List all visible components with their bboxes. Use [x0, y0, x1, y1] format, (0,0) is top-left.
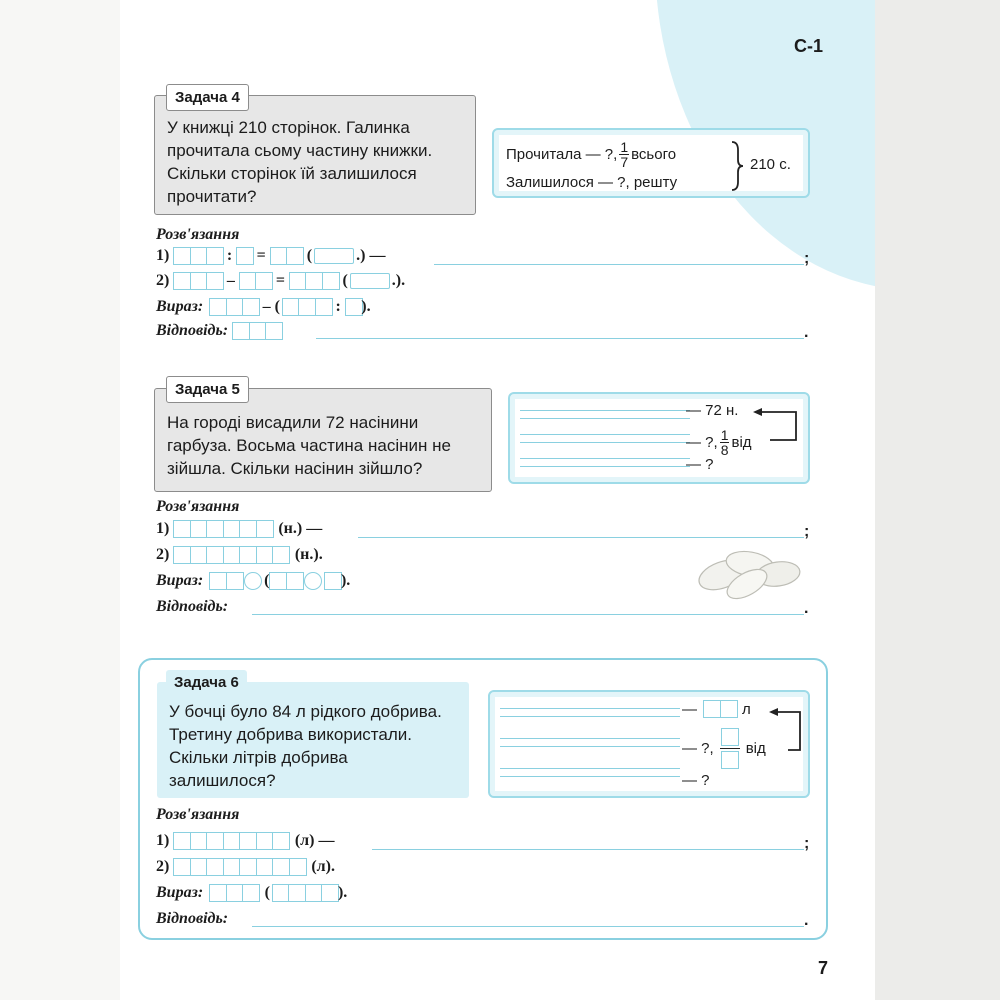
- task4-expression: [156, 298, 371, 316]
- answer-line[interactable]: [316, 338, 804, 339]
- answer-cells[interactable]: [232, 322, 282, 340]
- unit-fill-box[interactable]: [314, 248, 354, 264]
- task6-condition-box: [488, 690, 810, 798]
- paren: ).: [340, 572, 351, 589]
- row-number: 1): [156, 520, 170, 537]
- page-number: 7: [818, 958, 829, 978]
- task5-condition-box: [508, 392, 810, 484]
- period: .: [804, 324, 809, 341]
- answer-label: Відповідь:: [156, 322, 229, 339]
- paren: ).: [361, 298, 371, 315]
- cond-text: від: [731, 434, 752, 451]
- fraction-denominator: 7: [620, 154, 629, 170]
- answer-cells[interactable]: [173, 832, 289, 850]
- semicolon: ;: [804, 835, 810, 852]
- answer-line[interactable]: [434, 264, 804, 265]
- answer-line[interactable]: [358, 537, 804, 538]
- task4-solution-heading: Розв'язання: [156, 226, 240, 243]
- task4-label: Задача 4: [166, 84, 249, 111]
- answer-cells[interactable]: [209, 884, 259, 902]
- condition-line[interactable]: [520, 466, 690, 467]
- task6-text: У бочці було 84 л рідкого добрива. Третину добрива використали. Скільки літрів добрива залишилося?: [169, 702, 442, 790]
- condition-line[interactable]: [520, 458, 690, 459]
- operator-sign: =: [275, 272, 285, 289]
- task5-answer: [156, 598, 228, 616]
- row-number: 2): [156, 858, 170, 875]
- fraction-denominator: 8: [720, 442, 729, 458]
- cond-text: —: [682, 700, 697, 718]
- semicolon: ;: [804, 250, 810, 267]
- period: .: [804, 600, 809, 617]
- operator-sign: =: [256, 247, 266, 264]
- unit-label: (л) —: [294, 832, 335, 849]
- task6-row2: [156, 858, 335, 876]
- unit-label: (л).: [311, 858, 335, 875]
- condition-line[interactable]: [500, 768, 680, 769]
- task4-text-box: [154, 95, 476, 215]
- task4-cond-read: Прочитала — ?,: [506, 146, 618, 163]
- paren: (: [274, 298, 280, 315]
- answer-cells[interactable]: [345, 298, 362, 316]
- task6-label: Задача 6: [166, 670, 247, 695]
- arrow-connector-icon: [750, 406, 802, 446]
- paren: .) —: [356, 247, 386, 264]
- task5-row2: [156, 546, 323, 564]
- answer-cells[interactable]: [173, 858, 305, 876]
- task4-text: У книжці 210 сторінок. Галинка прочитала сьому частину книжки. Скільки сторінок їй залишилося прочитати?: [167, 118, 433, 206]
- task5-cond-line2: [686, 428, 752, 457]
- task4-fraction: [619, 140, 629, 169]
- answer-cells[interactable]: [289, 272, 339, 290]
- cond-text: — ?,: [682, 740, 714, 757]
- answer-cells[interactable]: [272, 884, 338, 902]
- task6-cond-line3: — ?: [682, 772, 710, 789]
- fraction-fill-boxes[interactable]: [720, 728, 740, 769]
- task4-row2: [156, 272, 405, 290]
- task5-label: Задача 5: [166, 376, 249, 403]
- paren: (: [342, 272, 348, 289]
- unit-fill-box[interactable]: [350, 273, 390, 289]
- task5-solution-heading: Розв'язання: [156, 498, 240, 515]
- task6-solution-heading: Розв'язання: [156, 806, 240, 823]
- operator-sign: –: [226, 272, 235, 289]
- cond-text: — ?,: [686, 434, 718, 451]
- paren: (: [306, 247, 313, 264]
- task5-text: На городі висадили 72 насінини гарбуза. Восьма частина насінин не зійшла. Скільки насінин зійшло?: [167, 413, 451, 478]
- answer-cells[interactable]: [173, 520, 272, 538]
- answer-cells[interactable]: [173, 247, 223, 265]
- answer-line[interactable]: [372, 849, 804, 850]
- answer-cells[interactable]: [236, 247, 253, 265]
- task5-expression: [156, 572, 350, 590]
- answer-cells[interactable]: [269, 572, 302, 590]
- operator-sign: –: [262, 298, 271, 315]
- condition-line[interactable]: [500, 746, 680, 747]
- answer-cells[interactable]: [703, 700, 736, 718]
- answer-cells[interactable]: [270, 247, 303, 265]
- row-number: 1): [156, 832, 170, 849]
- period: .: [804, 912, 809, 929]
- answer-cells[interactable]: [239, 272, 272, 290]
- task4-cond-all: всього: [631, 146, 677, 163]
- task5-cond-line3: — ?: [686, 456, 714, 473]
- seeds-illustration: [692, 540, 812, 600]
- row-number: 1): [156, 247, 170, 264]
- condition-line[interactable]: [500, 716, 680, 717]
- condition-line[interactable]: [520, 410, 690, 411]
- paren: (: [264, 884, 270, 901]
- expression-label: Вираз:: [156, 884, 204, 901]
- cond-unit: л: [742, 700, 751, 718]
- task4-condition-box: [492, 128, 810, 198]
- task6-cond-line1: [682, 700, 751, 718]
- expression-label: Вираз:: [156, 298, 204, 315]
- operator-sign: :: [335, 298, 341, 315]
- fraction-numerator: 1: [620, 139, 629, 155]
- task4-total: 210 с.: [750, 156, 791, 173]
- task5-fraction: [720, 428, 730, 457]
- paren: (: [264, 572, 270, 589]
- task6-cond-line2: [682, 728, 766, 769]
- condition-line[interactable]: [520, 442, 690, 443]
- task6-row1: [156, 832, 334, 850]
- unit-label: (н.).: [294, 546, 323, 563]
- semicolon: ;: [804, 523, 810, 540]
- answer-cells[interactable]: [282, 298, 332, 316]
- task4-condition-line2: Залишилося — ?, решту: [506, 174, 678, 191]
- condition-line[interactable]: [500, 776, 680, 777]
- unit-label: (н.) —: [278, 520, 323, 537]
- task4-row1: [156, 247, 385, 265]
- answer-cells[interactable]: [209, 298, 259, 316]
- answer-line[interactable]: [252, 614, 804, 615]
- page-code: С-1: [794, 36, 824, 56]
- curly-brace-icon: [730, 140, 744, 192]
- condition-line[interactable]: [520, 434, 690, 435]
- task6-expression: [156, 884, 347, 902]
- task4-answer: [156, 322, 282, 340]
- operator-circle[interactable]: [304, 572, 322, 590]
- task6-answer: [156, 910, 228, 928]
- condition-line[interactable]: [520, 418, 690, 419]
- answer-cells[interactable]: [173, 272, 223, 290]
- row-number: 2): [156, 272, 170, 289]
- task4-condition-line1: [506, 140, 676, 169]
- condition-line[interactable]: [500, 738, 680, 739]
- answer-line[interactable]: [252, 926, 804, 927]
- answer-cells[interactable]: [324, 572, 341, 590]
- answer-cells[interactable]: [209, 572, 242, 590]
- paren: .).: [391, 272, 406, 289]
- page-edge: [875, 0, 1000, 1000]
- answer-cells[interactable]: [173, 546, 289, 564]
- row-number: 2): [156, 546, 170, 563]
- task5-row1: [156, 520, 322, 538]
- answer-label: Відповідь:: [156, 910, 229, 927]
- task6-text-box: [157, 682, 469, 798]
- task5-cond-line1: — 72 н.: [686, 402, 739, 419]
- operator-circle[interactable]: [244, 572, 262, 590]
- operator-sign: :: [226, 247, 233, 264]
- expression-label: Вираз:: [156, 572, 204, 589]
- condition-line[interactable]: [500, 708, 680, 709]
- fraction-numerator: 1: [720, 427, 729, 443]
- answer-label: Відповідь:: [156, 598, 229, 615]
- task5-text-box: [154, 388, 492, 492]
- cond-text: від: [745, 740, 766, 757]
- arrow-connector-icon: [766, 702, 806, 756]
- paren: ).: [337, 884, 348, 901]
